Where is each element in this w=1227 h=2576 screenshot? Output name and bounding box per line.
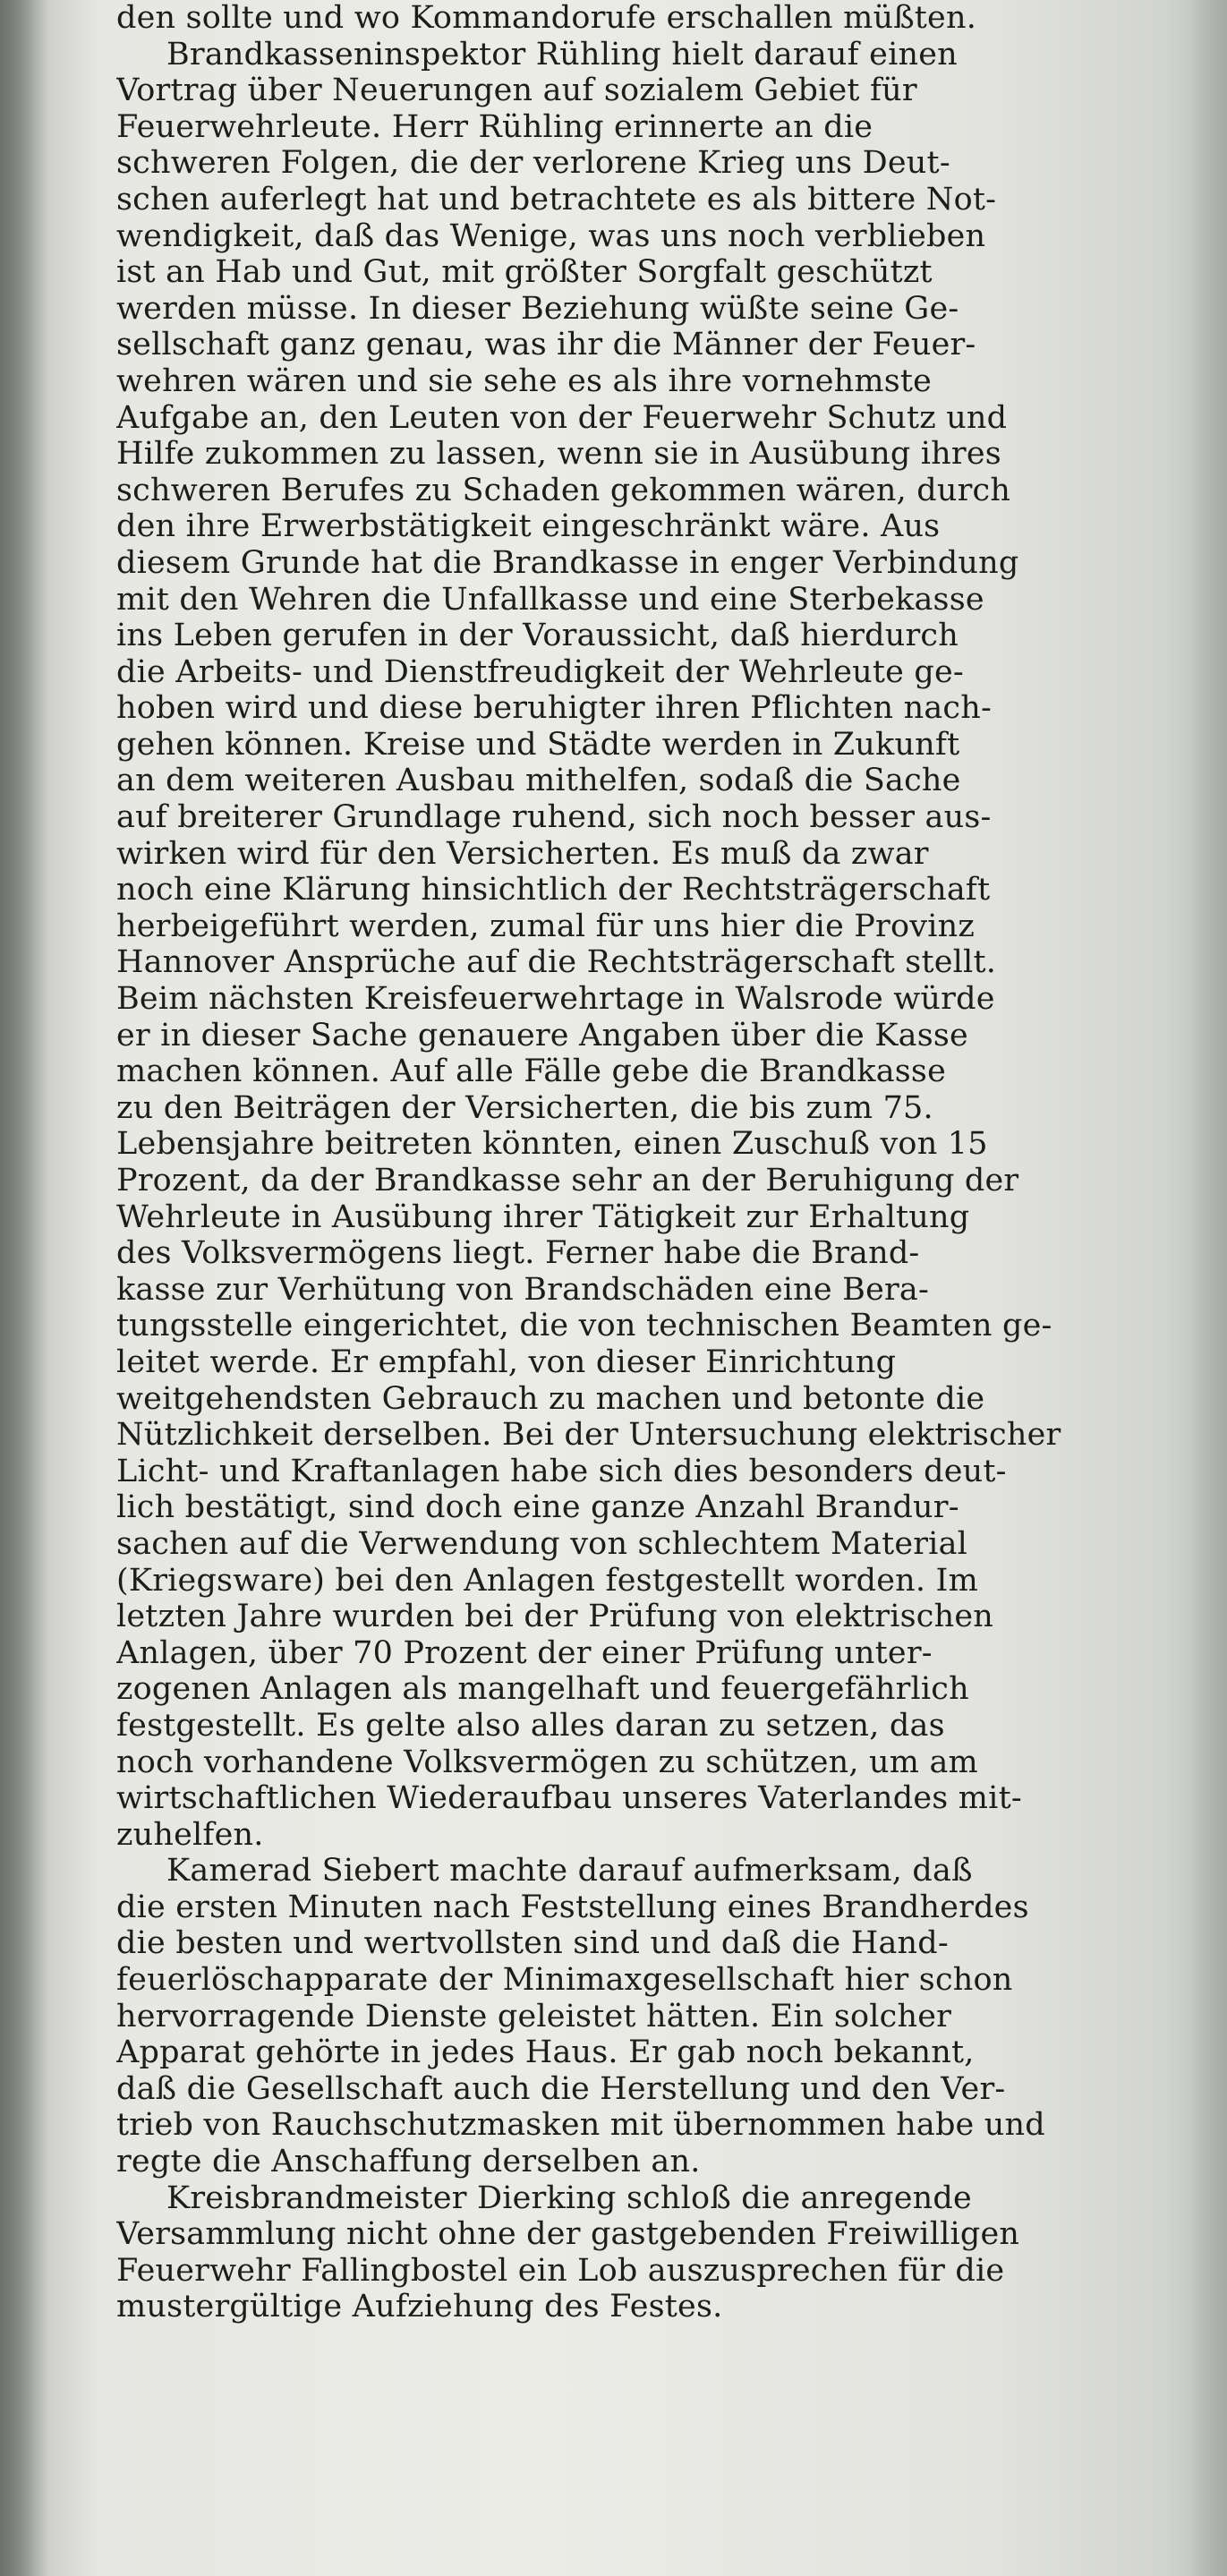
text-line: letzten Jahre wurden bei der Prüfung von elektrischen [116,1599,993,1635]
text-line: schweren Berufes zu Schaden gekommen wären, durch [116,472,1011,508]
text-line: mustergültige Aufziehung des Festes. [116,2289,723,2325]
text-line: Feuerwehrleute. Herr Rühling erinnerte an die [116,108,873,145]
text-line: den ihre Erwerbstätigkeit eingeschränkt wäre. Aus [116,508,941,545]
text-line: zuhelfen. [116,1816,264,1853]
text-line: leitet werde. Er empfahl, von dieser Einrichtung [116,1343,897,1380]
text-line: Licht- und Kraftanlagen habe sich dies besonders deut- [116,1453,1007,1489]
text-line: daß die Gesellschaft auch die Herstellung und den Ver- [116,2070,1006,2107]
article-paragraph [116,37,1206,1854]
text-line: er in dieser Sache genauere Angaben über die Kasse [116,1017,968,1053]
text-line: ins Leben gerufen in der Voraussicht, daß hierdurch [116,618,959,654]
text-line: noch vorhandene Volksvermögen zu schützen, um am [116,1744,978,1780]
article-column [116,0,1206,2325]
text-line: die besten und wertvollsten sind und daß die Hand- [116,1925,949,1962]
text-line: Lebensjahre beitreten könnten, einen Zuschuß von 15 [116,1126,988,1163]
text-line: Wehrleute in Ausübung ihrer Tätigkeit zur Erhaltung [116,1198,970,1235]
text-line: Brandkasseninspektor Rühling hielt darauf einen [166,36,958,73]
text-line: noch eine Klärung hinsichtlich der Rechtsträgerschaft [116,872,991,908]
text-line: Feuerwehr Fallingbostel ein Lob auszusprechen für die [116,2252,1005,2289]
text-line: Anlagen, über 70 Prozent der einer Prüfung unter- [116,1634,933,1671]
text-line: sachen auf die Verwendung von schlechtem Material [116,1525,968,1562]
text-line: an dem weiteren Ausbau mithelfen, sodaß die Sache [116,763,961,799]
text-line: wirtschaftlichen Wiederaufbau unseres Vaterlandes mit- [116,1780,1022,1817]
text-line: Kamerad Siebert machte darauf aufmerksam, daß [166,1853,973,1889]
text-line: festgestellt. Es gelte also alles daran zu setzen, das [116,1707,945,1744]
text-line: kasse zur Verhütung von Brandschäden eine Bera- [116,1271,930,1308]
text-line: des Volksvermögens liegt. Ferner habe die Brand- [116,1235,920,1272]
text-line: (Kriegsware) bei den Anlagen festgestellt worden. Im [116,1562,978,1599]
text-line: tungsstelle eingerichtet, die von technischen Beamten ge- [116,1308,1052,1344]
text-line: die ersten Minuten nach Feststellung eines Brandherdes [116,1889,1029,1925]
text-line: hervorragende Dienste geleistet hätten. Ein solcher [116,1998,952,2034]
text-line: werden müsse. In dieser Beziehung wüßte seine Ge- [116,290,959,327]
text-line: den sollte und wo Kommandorufe erschallen müßten. [116,0,977,36]
text-line: schweren Folgen, die der verlorene Krieg uns Deut- [116,145,950,182]
text-line: sellschaft ganz genau, was ihr die Männer der Feuer- [116,327,976,363]
text-line: Nützlichkeit derselben. Bei der Untersuchung elektrischer [116,1417,1061,1454]
text-line: machen können. Auf alle Fälle gebe die Brandkasse [116,1053,947,1090]
text-line: zogenen Anlagen als mangelhaft und feuergefährlich [116,1671,969,1708]
text-line: gehen können. Kreise und Städte werden in Zukunft [116,726,960,763]
text-line: regte die Anschaffung derselben an. [116,2144,701,2180]
text-line: mit den Wehren die Unfallkasse und eine Sterbekasse [116,581,984,618]
text-line: Apparat gehörte in jedes Haus. Er gab noch bekannt, [116,2034,975,2071]
page-edge-shadow [0,0,49,2576]
text-line: Hannover Ansprüche auf die Rechtsträgerschaft stellt. [116,944,997,981]
text-line: die Arbeits- und Dienstfreudigkeit der Wehrleute ge- [116,653,964,690]
text-line: herbeigeführt werden, zumal für uns hier die Provinz [116,908,976,944]
text-line: wirken wird für den Versicherten. Es muß da zwar [116,835,929,872]
text-line: Beim nächsten Kreisfeuerwehrtage in Walsrode würde [116,981,995,1018]
text-line: auf breiterer Grundlage ruhend, sich noch besser aus- [116,799,992,836]
text-line: schen auferlegt hat und betrachtete es als bittere Not- [116,181,997,218]
text-line: Vortrag über Neuerungen auf sozialem Gebiet für [116,73,917,109]
text-line: weitgehendsten Gebrauch zu machen und betonte die [116,1380,985,1417]
text-line: feuerlöschapparate der Minimaxgesellschaft hier schon [116,1962,1013,1999]
text-line: trieb von Rauchschutzmasken mit übernommen habe und [116,2107,1045,2144]
text-line: wendigkeit, daß das Wenige, was uns noch verblieben [116,218,986,254]
text-line: Kreisbrandmeister Dierking schloß die anregende [166,2179,972,2216]
text-line: hoben wird und diese beruhigter ihren Pflichten nach- [116,690,993,727]
text-line: lich bestätigt, sind doch eine ganze Anzahl Brandur- [116,1489,959,1526]
article-paragraph [116,2180,1206,2325]
text-line: zu den Beiträgen der Versicherten, die bis zum 75. [116,1089,933,1126]
article-paragraph [116,1853,1206,2179]
text-line: Prozent, da der Brandkasse sehr an der Beruhigung der [116,1163,1019,1198]
text-line: Hilfe zukommen zu lassen, wenn sie in Ausübung ihres [116,436,1001,473]
article-paragraph [116,0,1206,37]
text-line: diesem Grunde hat die Brandkasse in enger Verbindung [116,544,1019,581]
text-line: wehren wären und sie sehe es als ihre vornehmste [116,363,933,399]
text-line: ist an Hab und Gut, mit größter Sorgfalt geschützt [116,254,933,291]
text-line: Aufgabe an, den Leuten von der Feuerwehr Schutz und [116,399,1008,436]
text-line: Versammlung nicht ohne der gastgebenden Freiwilligen [116,2216,1020,2253]
